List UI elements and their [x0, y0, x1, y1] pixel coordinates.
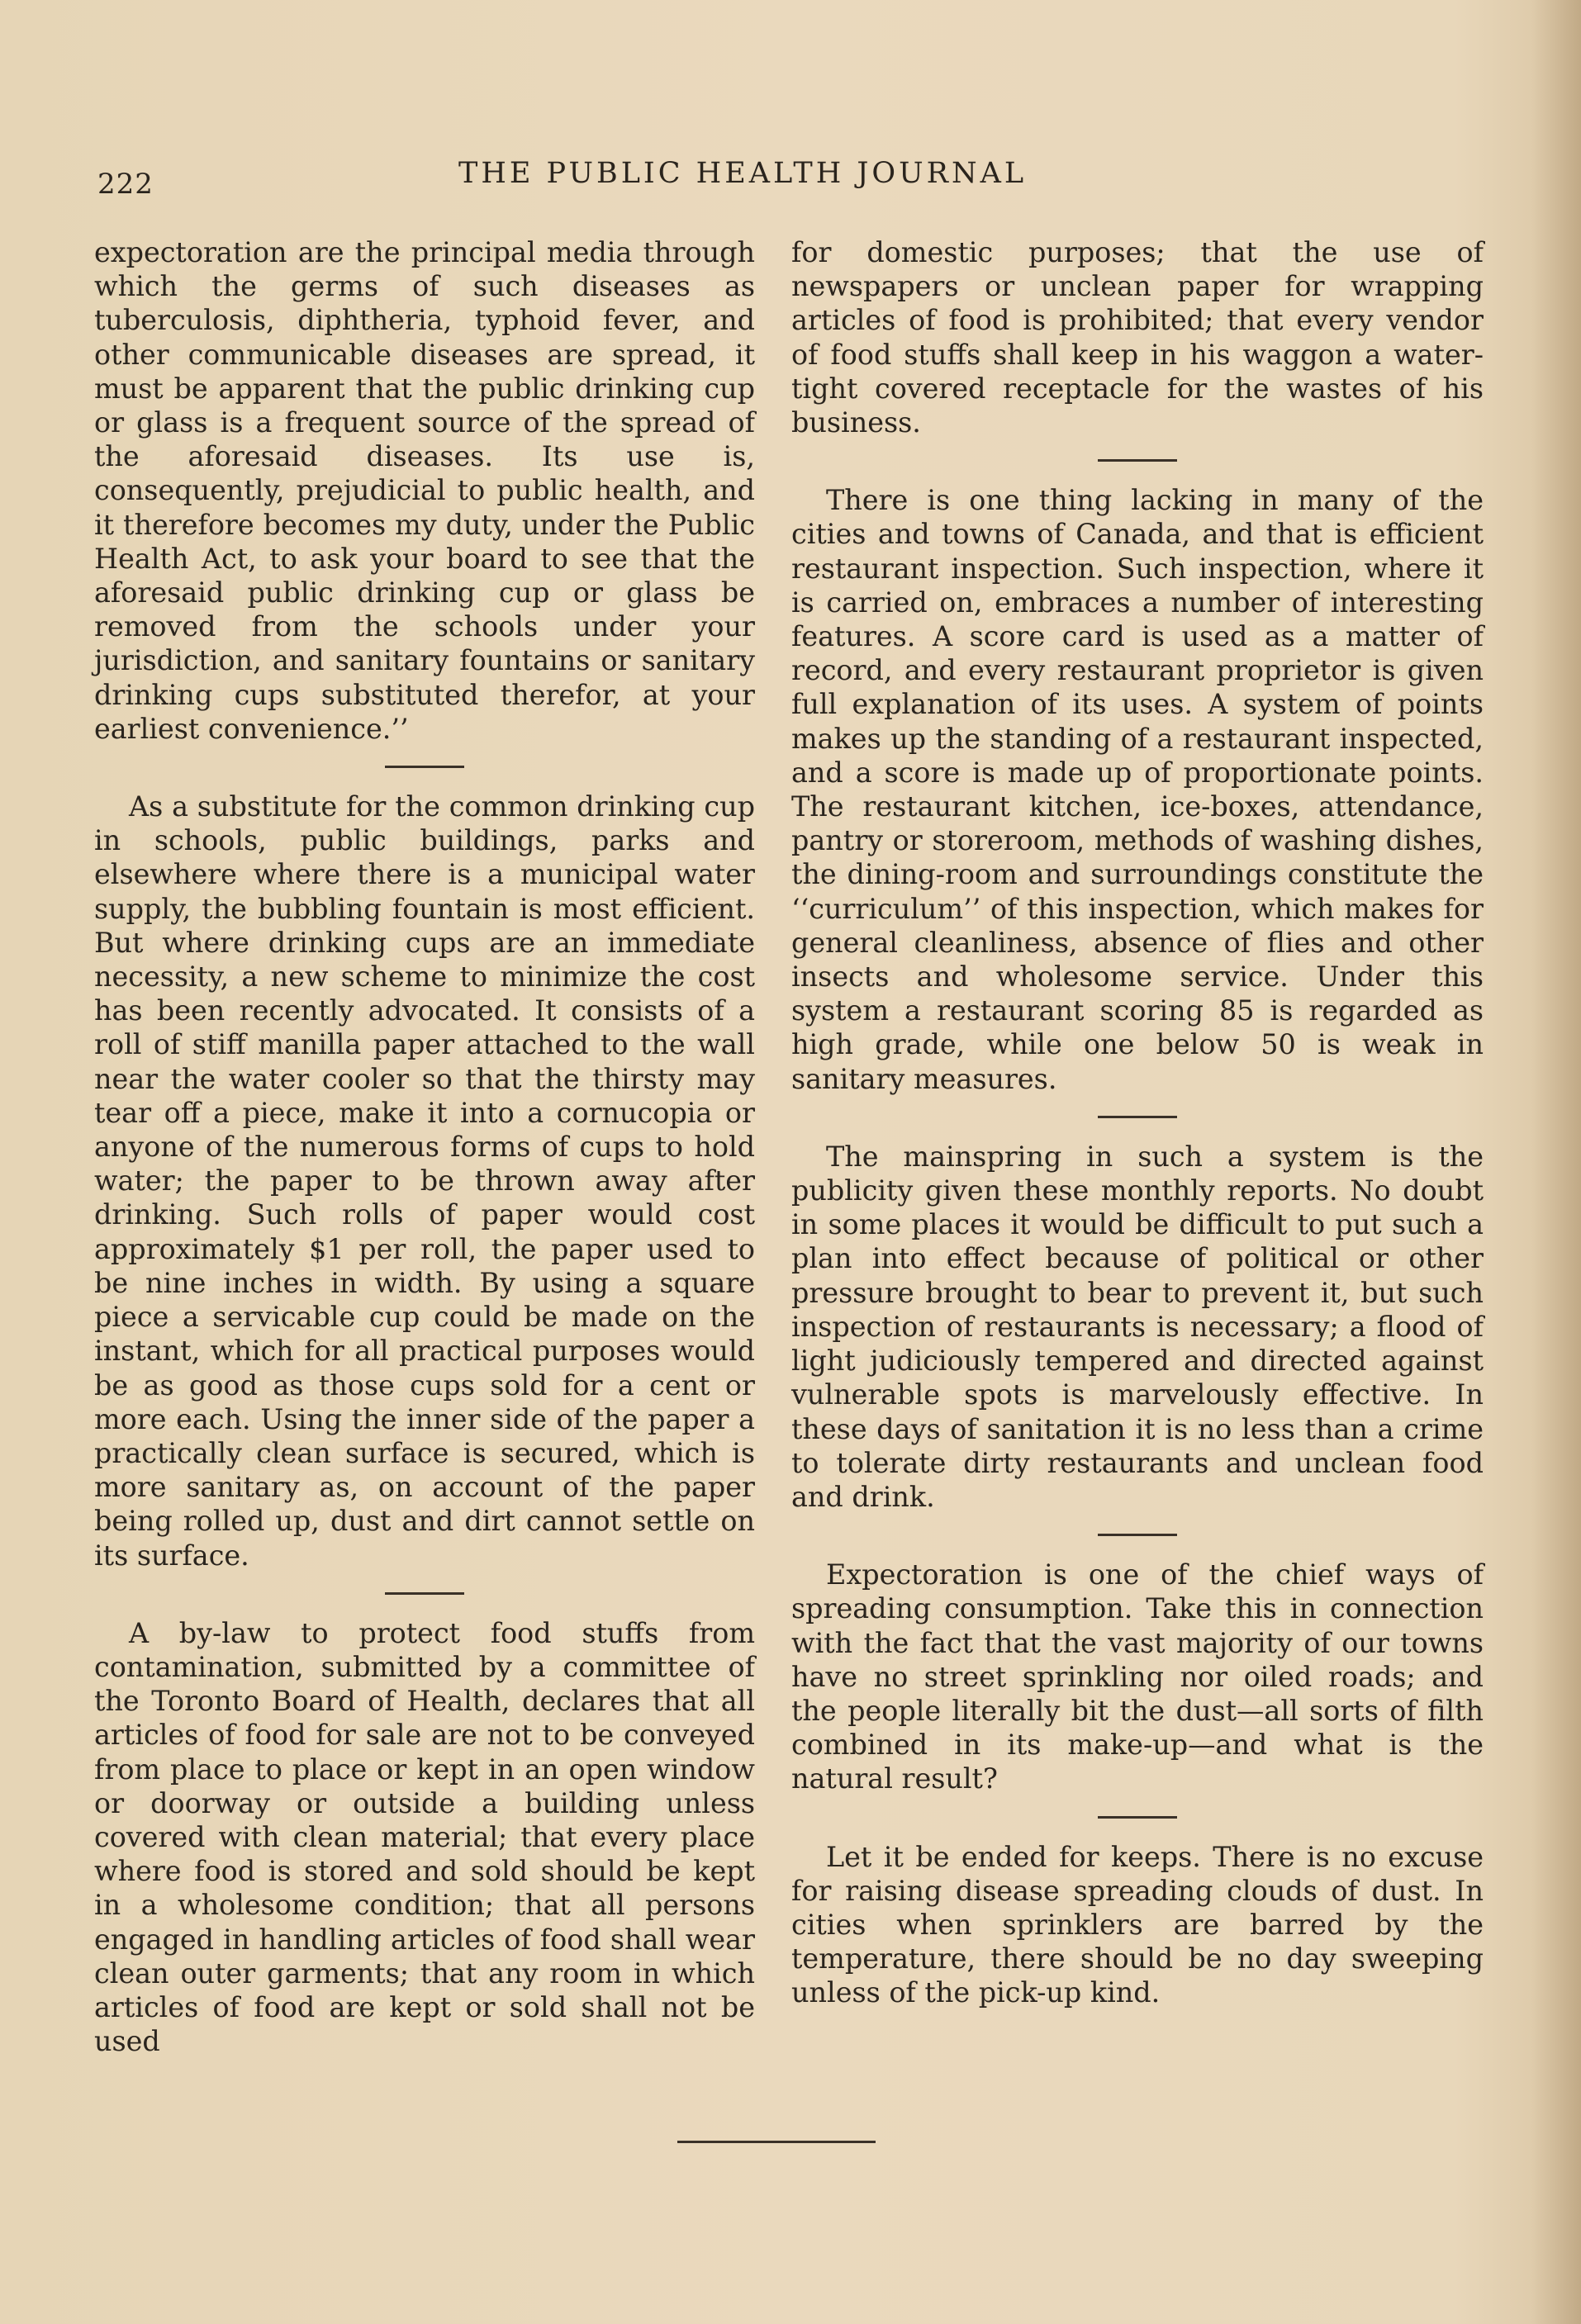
- paragraph: The mainspring in such a system is the publicity given these monthly reports. No doubt in some places it would be difficult to put such a plan into effect because of political or other pressure brought to bear to prevent it, but such inspection of restaurants is necessary; a flood of light judiciously tempered and directed against vulnerable spots is marvelously effective. In these days of sanitation it is no less than a crime to tolerate dirty restaurants and unclean food and drink.: [791, 1140, 1484, 1513]
- paragraph: Let it be ended for keeps. There is no excuse for raising disease spreading clouds of dust. In cities when sprinklers are barred by the temperature, there should be no day sweeping unless of the pick-up kind.: [791, 1840, 1484, 2009]
- right-column: [791, 235, 1484, 2010]
- section-divider: [385, 766, 464, 768]
- paragraph: There is one thing lacking in many of the cities and towns of Canada, and that is efficient restaurant inspection. Such inspection, where it is carried on, embraces a number of interesting features. A score card is used as a matter of record, and every restaurant proprietor is given full explanation of its uses. A system of points makes up the standing of a restaurant inspected, and a score is made up of proportionate points. The restaurant kitchen, ice-boxes, attendance, pantry or storeroom, methods of washing dishes, the dining-room and surroundings constitute the ‘‘curriculum’’ of this inspection, which makes for general cleanliness, absence of flies and other insects and wholesome service. Under this system a restaurant scoring 85 is regarded as high grade, while one below 50 is weak in sanitary measures.: [791, 484, 1484, 1095]
- section-divider: [1098, 1534, 1177, 1536]
- running-title: THE PUBLIC HEALTH JOURNAL: [458, 157, 1028, 190]
- page-edge-shadow: [1531, 0, 1581, 2324]
- paragraph: As a substitute for the common drinking cup in schools, public buildings, parks and elsewhere where there is a municipal water supply, the bubbling fountain is most efficient. But where drinking cups are an immediate necessity, a new scheme to minimize the cost has been recently advocated. It consists of a roll of stiff manilla paper attached to the wall near the water cooler so that the thirsty may tear off a piece, make it into a cornucopia or anyone of the numerous forms of cups to hold water; the paper to be thrown away after drinking. Such rolls of paper would cost approximately $1 per roll, the paper used to be nine inches in width. By using a square piece a servicable cup could be made on the instant, which for all practical purposes would be as good as those cups sold for a cent or more each. Using the inner side of the paper a practically clean surface is secured, which is more sanitary as, on account of the paper being rolled up, dust and dirt cannot settle on its surface.: [94, 790, 755, 1572]
- section-divider: [1098, 459, 1177, 462]
- paragraph: for domestic purposes; that the use of newspapers or unclean paper for wrapping articles of food is prohibited; that every vendor of food stuffs shall keep in his waggon a water-tight covered receptacle for the wastes of his business.: [791, 236, 1484, 439]
- left-column: [94, 235, 755, 2058]
- footer-rule: [677, 2141, 876, 2143]
- section-divider: [1098, 1116, 1177, 1118]
- section-divider: [385, 1592, 464, 1595]
- paragraph: expectoration are the principal media through which the germs of such diseases as tuberculosis, diphtheria, typhoid fever, and other communicable diseases are spread, it must be apparent that the public drinking cup or glass is a frequent source of the spread of the aforesaid diseases. Its use is, consequently, prejudicial to public health, and it therefore becomes my duty, under the Public Health Act, to ask your board to see that the aforesaid public drinking cup or glass be removed from the schools under your jurisdiction, and sanitary fountains or sanitary drinking cups substituted therefor, at your earliest convenience.’’: [94, 236, 755, 745]
- paragraph: A by-law to protect food stuffs from contamination, submitted by a committee of the Toronto Board of Health, declares that all articles of food for sale are not to be conveyed from place to place or kept in an open window or doorway or outside a building unless covered with clean material; that every place where food is stored and sold should be kept in a wholesome condition; that all persons engaged in handling articles of food shall wear clean outer garments; that any room in which articles of food are kept or sold shall not be used: [94, 1616, 755, 2058]
- page-number: 222: [97, 168, 154, 201]
- section-divider: [1098, 1816, 1177, 1819]
- paragraph: Expectoration is one of the chief ways of spreading consumption. Take this in connection with the fact that the vast majority of our towns have no street sprinkling nor oiled roads; and the people literally bit the dust—all sorts of filth combined in its make-up—and what is the natural result?: [791, 1558, 1484, 1795]
